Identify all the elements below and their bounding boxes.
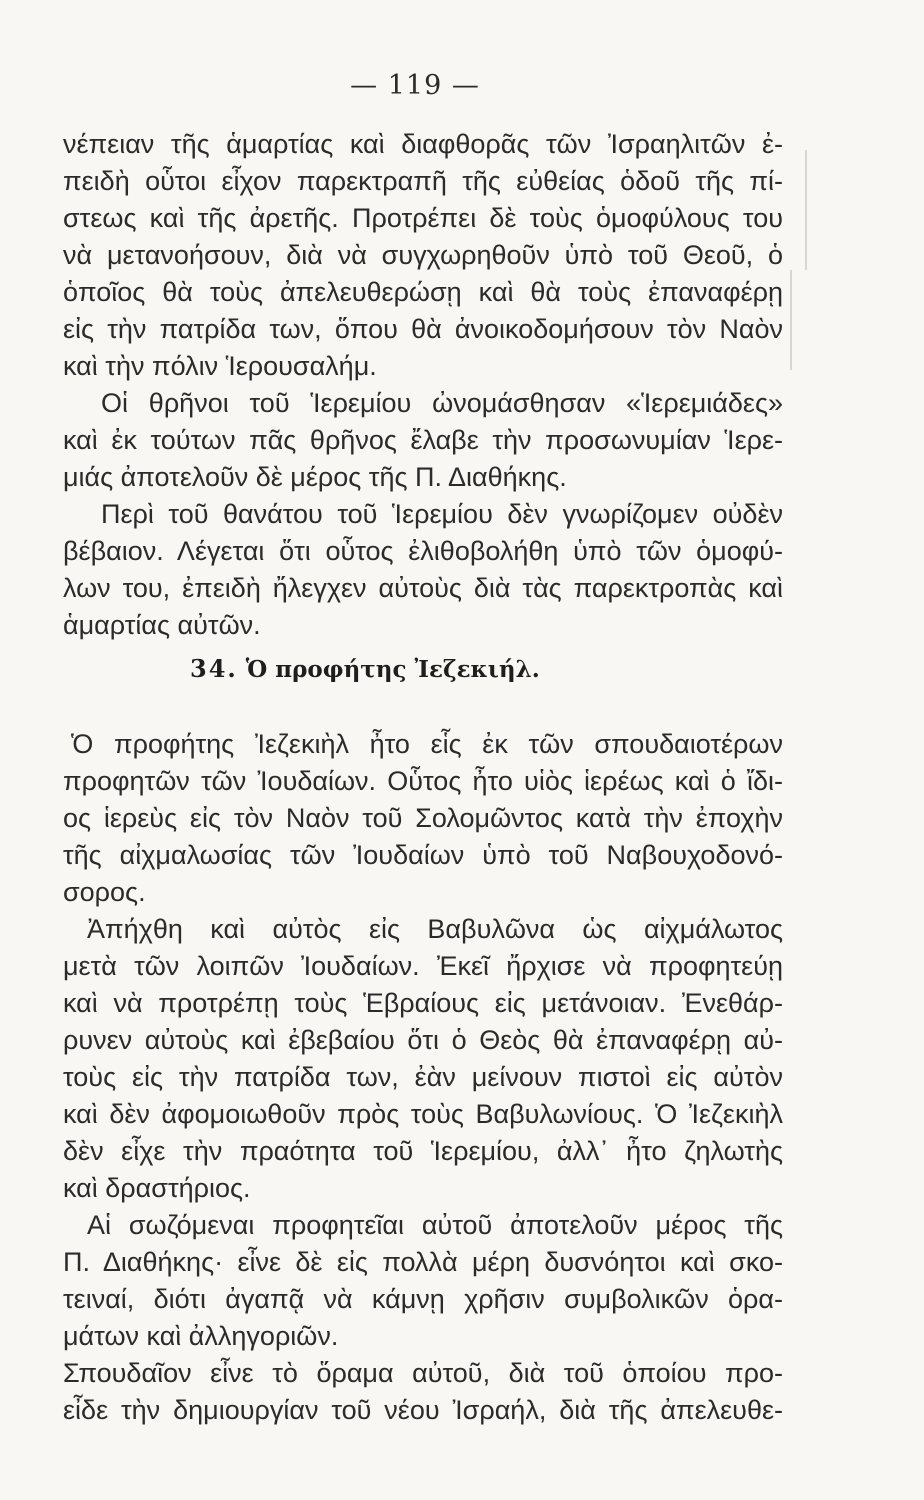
text-line: τοὺς εἰς τὴν πατρίδα των, ἐὰν μείνουν πιστοὶ εἰς αὐτὸν	[63, 1062, 783, 1092]
page-edge-shadow	[805, 150, 807, 270]
text-line: ὁποῖος θὰ τοὺς ἀπελευθερώσῃ καὶ θὰ τοὺς ἐπαναφέρῃ	[63, 277, 783, 307]
text-line: μιάς ἀποτελοῦν δὲ μέρος τῆς Π. Διαθήκης.	[63, 462, 567, 492]
text-line: βέβαιον. Λέγεται ὅτι οὗτος ἐλιθοβολήθη ὑπὸ τῶν ὁμοφύ-	[63, 536, 783, 566]
text-block-intro	[63, 126, 783, 644]
section-heading	[190, 654, 790, 683]
text-line: Αἱ σωζόμεναι προφητεῖαι αὐτοῦ ἀποτελοῦν μέρος τῆς	[87, 1210, 783, 1240]
text-line: Ἀπήχθη καὶ αὐτὸς εἰς Βαβυλῶνα ὡς αἰχμάλωτος	[87, 914, 783, 944]
text-line: σορος.	[63, 877, 146, 907]
text-line: λων του, ἐπειδὴ ἤλεγχεν αὐτοὺς διὰ τὰς παρεκτροπὰς καὶ	[63, 573, 783, 603]
text-line: Ὁ προφήτης Ἰεζεκιὴλ ἦτο εἷς ἐκ τῶν σπουδαιοτέρων	[71, 729, 783, 759]
text-line: μετὰ τῶν λοιπῶν Ἰουδαίων. Ἐκεῖ ἤρχισε νὰ προφητεύῃ	[63, 951, 783, 981]
text-block-ezekiel	[63, 726, 783, 1429]
text-line: νέπειαν τῆς ἁμαρτίας καὶ διαφθορᾶς τῶν Ἰσραηλιτῶν ἐ-	[63, 129, 783, 159]
text-line: καὶ νὰ προτρέπῃ τοὺς Ἑβραίους εἰς μετάνοιαν. Ἐνεθάρ-	[63, 988, 783, 1018]
text-line: Οἱ θρῆνοι τοῦ Ἱερεμίου ὠνομάσθησαν «Ἱερεμιάδες»	[101, 388, 783, 418]
text-line: καὶ ἐκ τούτων πᾶς θρῆνος ἔλαβε τὴν προσωνυμίαν Ἱερε-	[63, 425, 783, 455]
page-number: — 119 —	[350, 70, 480, 101]
text-line: τῆς αἰχμαλωσίας τῶν Ἰουδαίων ὑπὸ τοῦ Ναβουχοδονό-	[63, 840, 783, 870]
text-line: εἰς τὴν πατρίδα των, ὅπου θὰ ἀνοικοδομήσουν τὸν Ναὸν	[63, 314, 783, 344]
text-line: καὶ τὴν πόλιν Ἱερουσαλήμ.	[63, 351, 377, 381]
text-line: Περὶ τοῦ θανάτου τοῦ Ἱερεμίου δὲν γνωρίζομεν οὐδὲν	[101, 499, 783, 529]
text-line: καὶ δραστήριος.	[63, 1173, 251, 1203]
text-line: καὶ δὲν ἀφομοιωθοῦν πρὸς τοὺς Βαβυλωνίους. Ὁ Ἰεζεκιὴλ	[63, 1099, 783, 1129]
text-line: προφητῶν τῶν Ἰουδαίων. Οὗτος ἦτο υἱὸς ἱερέως καὶ ὁ ἴδι-	[63, 766, 783, 796]
text-line: ἁμαρτίας αὐτῶν.	[63, 610, 261, 640]
text-line: δὲν εἶχε τὴν πραότητα τοῦ Ἱερεμίου, ἀλλ᾽ ἦτο ζηλωτὴς	[63, 1136, 783, 1166]
text-line: ος ἱερεὺς εἰς τὸν Ναὸν τοῦ Σολομῶντος κατὰ τὴν ἐποχὴν	[63, 803, 783, 833]
text-line: μάτων καὶ ἀλληγοριῶν.	[63, 1321, 339, 1351]
section-title: Ὁ προφήτης Ἰεζεκιήλ.	[245, 656, 540, 683]
text-line: στεως καὶ τῆς ἀρετῆς. Προτρέπει δὲ τοὺς ὁμοφύλους του	[63, 203, 783, 233]
text-line: Π. Διαθήκης· εἶνε δὲ εἰς πολλὰ μέρη δυσνόητοι καὶ σκο-	[63, 1247, 783, 1277]
text-line: τειναί, διότι ἀγαπᾷ νὰ κάμνῃ χρῆσιν συμβολικῶν ὁρα-	[63, 1284, 783, 1314]
text-line: πειδὴ οὗτοι εἶχον παρεκτραπῆ τῆς εὐθείας ὁδοῦ τῆς πί-	[63, 166, 783, 196]
text-line: νὰ μετανοήσουν, διὰ νὰ συγχωρηθοῦν ὑπὸ τοῦ Θεοῦ, ὁ	[63, 240, 783, 270]
section-number: 34.	[190, 654, 238, 683]
text-line: Σπουδαῖον εἶνε τὸ ὅραμα αὐτοῦ, διὰ τοῦ ὁποίου προ-	[63, 1358, 783, 1388]
text-line: ρυνεν αὐτοὺς καὶ ἐβεβαίου ὅτι ὁ Θεὸς θὰ ἐπαναφέρῃ αὐ-	[63, 1025, 783, 1055]
page-edge-shadow	[790, 270, 792, 370]
text-line: εἶδε τὴν δημιουργίαν τοῦ νέου Ἰσραήλ, διὰ τῆς ἀπελευθε-	[63, 1395, 783, 1425]
